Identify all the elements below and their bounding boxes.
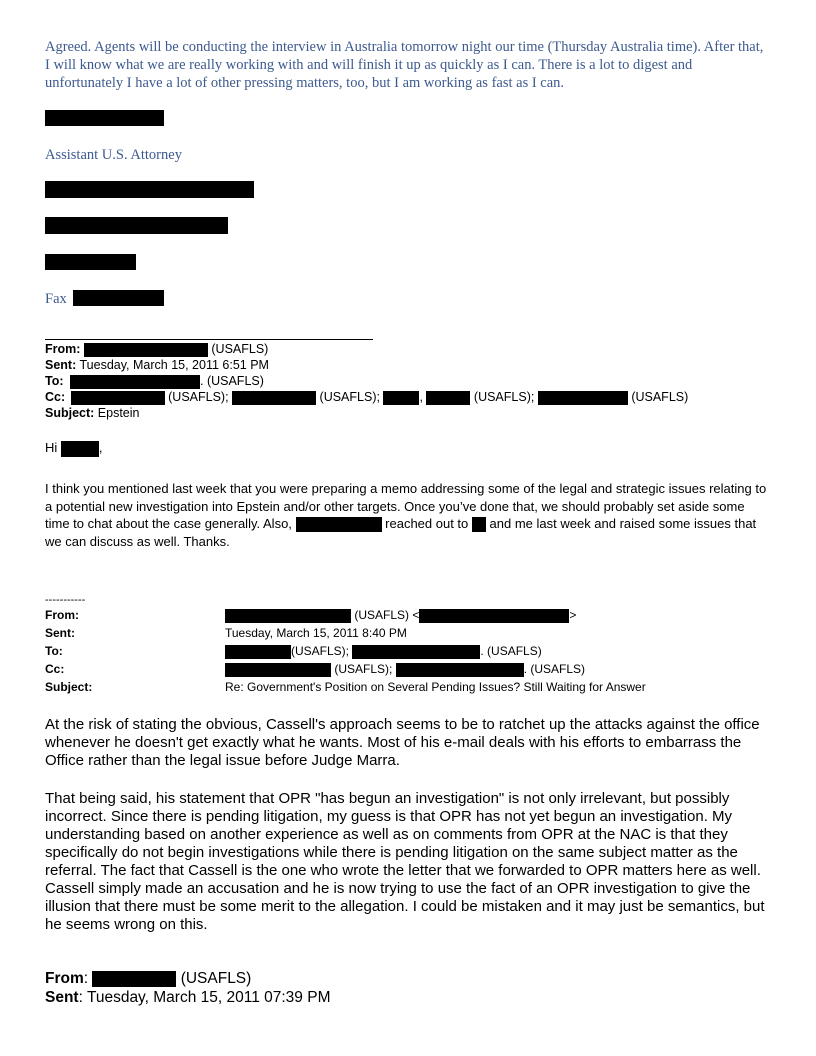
sent-label: Sent: xyxy=(45,626,75,640)
from-label: From: xyxy=(45,608,79,622)
cc-text: . (USAFLS) xyxy=(523,662,586,676)
redacted-phone xyxy=(45,254,136,270)
email3-cc-row xyxy=(45,662,785,680)
fax-label: Fax xyxy=(45,291,67,307)
separator: ----------- xyxy=(45,594,86,606)
from-suffix: (USAFLS) xyxy=(211,342,269,356)
redacted-office xyxy=(45,181,254,198)
greeting-text: Hi xyxy=(45,440,58,455)
body-text: reached out to xyxy=(385,516,469,531)
cc-text: (USAFLS); xyxy=(168,390,229,404)
email2-body xyxy=(45,480,770,550)
to-label: To: xyxy=(45,644,63,658)
redacted-email xyxy=(419,609,569,623)
sent-label: Sent xyxy=(45,989,79,1006)
email3-to-row xyxy=(45,644,785,662)
email3-para2: That being said, his statement that OPR "has begun an investigation" is not only irrelevant, but possibly incorrect. Since there is pending litigation, my guess is that OPR has not yet begun an investigation. My understanding based on another experience as well as on comments from OPR at the NAC is that they specifically do not begin investigations while there is pending litigation on the same subject matter as the referral. The fact that Cassell is the one who wrote the letter that we forwarded to OPR matters here as well. Cassell simply made an accusation and he is now trying to use the fact of an OPR investigation to give the illusion that there must be some merit to the allegation. I could be mistaken and it may just be semantics, but he seems wrong on this. xyxy=(45,790,765,933)
from-end: > xyxy=(569,608,577,622)
email2-header xyxy=(45,341,785,421)
from-suffix: (USAFLS) xyxy=(180,970,252,987)
redacted-address xyxy=(45,217,228,234)
redacted-sender xyxy=(225,609,351,623)
to-label: To: xyxy=(45,374,64,388)
subject-value: Epstein xyxy=(97,406,140,420)
email4-from-row: From: (USAFLS) xyxy=(45,970,252,987)
email3-sent-row xyxy=(45,626,785,644)
cc-text: , xyxy=(419,390,423,404)
to-text: (USAFLS); xyxy=(291,644,350,658)
cc-text: (USAFLS); xyxy=(334,662,393,676)
email3-para1: At the risk of stating the obvious, Cassell's approach seems to be to ratchet up the attacks against the office whenever he doesn't get exactly what he wants. Most of his e-mail deals with his efforts to embarrass the Office rather than the legal issue before Judge Marra. xyxy=(45,716,760,769)
divider-line xyxy=(45,339,373,340)
email4-header xyxy=(45,969,330,1007)
redacted-cc xyxy=(71,391,165,405)
cc-text: (USAFLS); xyxy=(319,390,380,404)
email1-body: Agreed. Agents will be conducting the interview in Australia tomorrow night our time (Thursday Australia time). After that, I will know what we are really working with and will finish it up as quickly as I can. There is a lot to digest and unfortunately I have a lot of other pressing matters, too, but I am working as fast as I can. xyxy=(45,39,764,91)
redacted-greeting-name xyxy=(61,441,99,457)
from-label: From xyxy=(45,970,84,987)
cc-text: (USAFLS) xyxy=(631,390,689,404)
email2-sent-row xyxy=(45,357,785,373)
cc-label: Cc: xyxy=(45,390,66,404)
redacted-sender xyxy=(92,971,176,987)
redacted-recipient xyxy=(70,375,200,389)
from-label: From: xyxy=(45,342,81,356)
sent-label: Sent: xyxy=(45,358,77,372)
to-suffix: . (USAFLS) xyxy=(200,374,264,388)
redacted-sender xyxy=(84,343,208,357)
greeting-comma: , xyxy=(98,440,103,455)
sent-value: Tuesday, March 15, 2011 07:39 PM xyxy=(86,989,331,1006)
redacted-person xyxy=(296,517,382,532)
body-text: I think you mentioned last week that you were preparing a memo addressing some of the legal and strategic issues relating to a potential new investigation into Epstein and/or other targets. Once you’ve done that, we should probably set aside some time to chat about the case generally. Also, xyxy=(45,481,767,531)
email2-to-row xyxy=(45,373,785,389)
to-text: . (USAFLS) xyxy=(480,644,542,658)
redacted-cc xyxy=(396,663,524,677)
email3-header xyxy=(45,608,785,698)
redacted-cc xyxy=(225,663,331,677)
email4-sent-row: Sent: Tuesday, March 15, 2011 07:39 PM xyxy=(45,989,331,1006)
email2-from-row xyxy=(45,341,785,357)
email2-greeting xyxy=(45,440,103,457)
sent-value: Tuesday, March 15, 2011 8:40 PM xyxy=(225,626,407,640)
subject-label: Subject: xyxy=(45,680,93,694)
redacted-person xyxy=(472,517,486,532)
email2-cc-row xyxy=(45,389,785,405)
cc-text: (USAFLS); xyxy=(473,390,535,404)
email2-subject-row xyxy=(45,405,785,421)
redacted-cc xyxy=(426,391,470,405)
from-suffix: (USAFLS) < xyxy=(354,608,420,622)
email3-from-row xyxy=(45,608,785,626)
redacted-name xyxy=(45,110,164,126)
subject-label: Subject: xyxy=(45,406,95,420)
cc-label: Cc: xyxy=(45,662,65,676)
redacted-cc xyxy=(383,391,419,405)
redacted-cc xyxy=(538,391,628,405)
redacted-fax xyxy=(73,290,164,306)
sent-value: Tuesday, March 15, 2011 6:51 PM xyxy=(79,358,269,372)
body-text: and me last week and raised some issues that we can discuss as well. Thanks. xyxy=(45,516,757,549)
redacted-cc xyxy=(232,391,316,405)
email3-subject-row xyxy=(45,680,785,698)
redacted-recipient xyxy=(225,645,291,659)
subject-value: Re: Government's Position on Several Pending Issues? Still Waiting for Answer xyxy=(225,680,646,694)
redacted-recipient xyxy=(352,645,480,659)
signature-title: Assistant U.S. Attorney xyxy=(45,147,182,163)
